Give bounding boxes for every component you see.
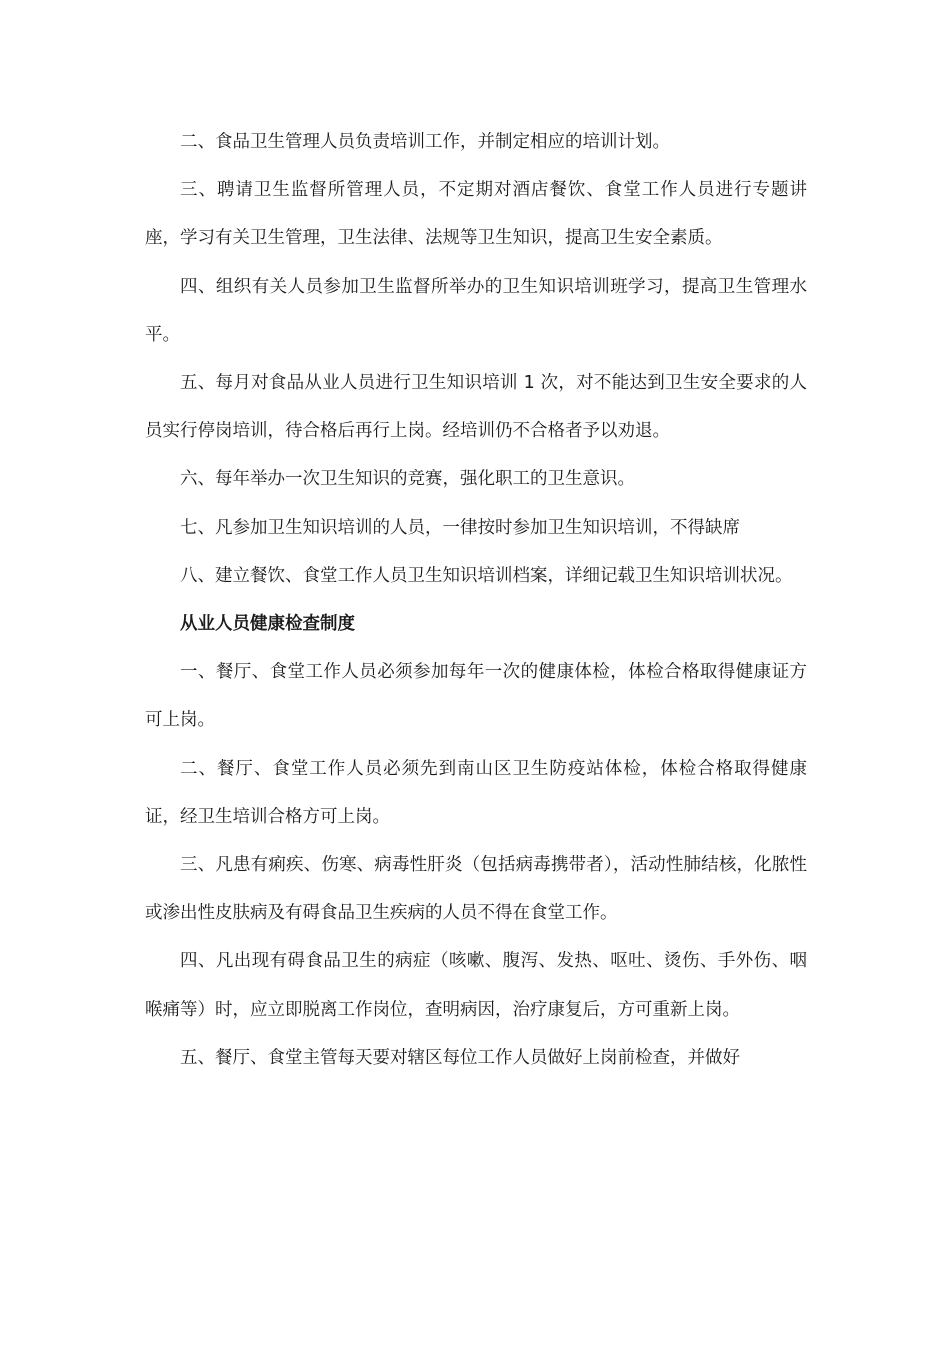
section-heading: 从业人员健康检查制度 xyxy=(180,614,355,635)
paragraph-health-5: 五、餐厅、食堂主管每天要对辖区每位工作人员做好上岗前检查，并做好 xyxy=(180,1047,740,1068)
paragraph-training-8: 八、建立餐饮、食堂工作人员卫生知识培训档案，详细记载卫生知识培训状况。 xyxy=(180,565,793,586)
paragraph-training-3: 三、聘请卫生监督所管理人员，不定期对酒店餐饮、食堂工作人员进行专题讲座，学习有关卫生管理，卫生法律、法规等卫生知识，提高卫生安全素质。 xyxy=(145,180,807,249)
paragraph-training-5: 五、每月对食品从业人员进行卫生知识培训 1 次，对不能达到卫生安全要求的人员实行停岗培训，待合格后再行上岗。经培训仍不合格者予以劝退。 xyxy=(145,373,807,442)
paragraph-health-3: 三、凡患有痢疾、伤寒、病毒性肝炎（包括病毒携带者），活动性肺结核，化脓性或渗出性皮肤病及有碍食品卫生疾病的人员不得在食堂工作。 xyxy=(145,855,807,924)
document-body xyxy=(145,118,807,1082)
paragraph-health-4: 四、凡出现有碍食品卫生的病症（咳嗽、腹泻、发热、呕吐、烫伤、手外伤、咽喉痛等）时，应立即脱离工作岗位，查明病因，治疗康复后，方可重新上岗。 xyxy=(145,951,807,1020)
paragraph-training-2: 二、食品卫生管理人员负责培训工作，并制定相应的培训计划。 xyxy=(180,132,670,152)
paragraph-training-6: 六、每年举办一次卫生知识的竞赛，强化职工的卫生意识。 xyxy=(180,469,635,490)
paragraph-health-2: 二、餐厅、食堂工作人员必须先到南山区卫生防疫站体检，体检合格取得健康证，经卫生培训合格方可上岗。 xyxy=(145,758,807,827)
paragraph-training-4: 四、组织有关人员参加卫生监督所举办的卫生知识培训班学习，提高卫生管理水平。 xyxy=(145,276,807,345)
paragraph-training-7: 七、凡参加卫生知识培训的人员，一律按时参加卫生知识培训，不得缺席 xyxy=(180,517,740,538)
paragraph-health-1: 一、餐厅、食堂工作人员必须参加每年一次的健康体检，体检合格取得健康证方可上岗。 xyxy=(145,662,807,731)
